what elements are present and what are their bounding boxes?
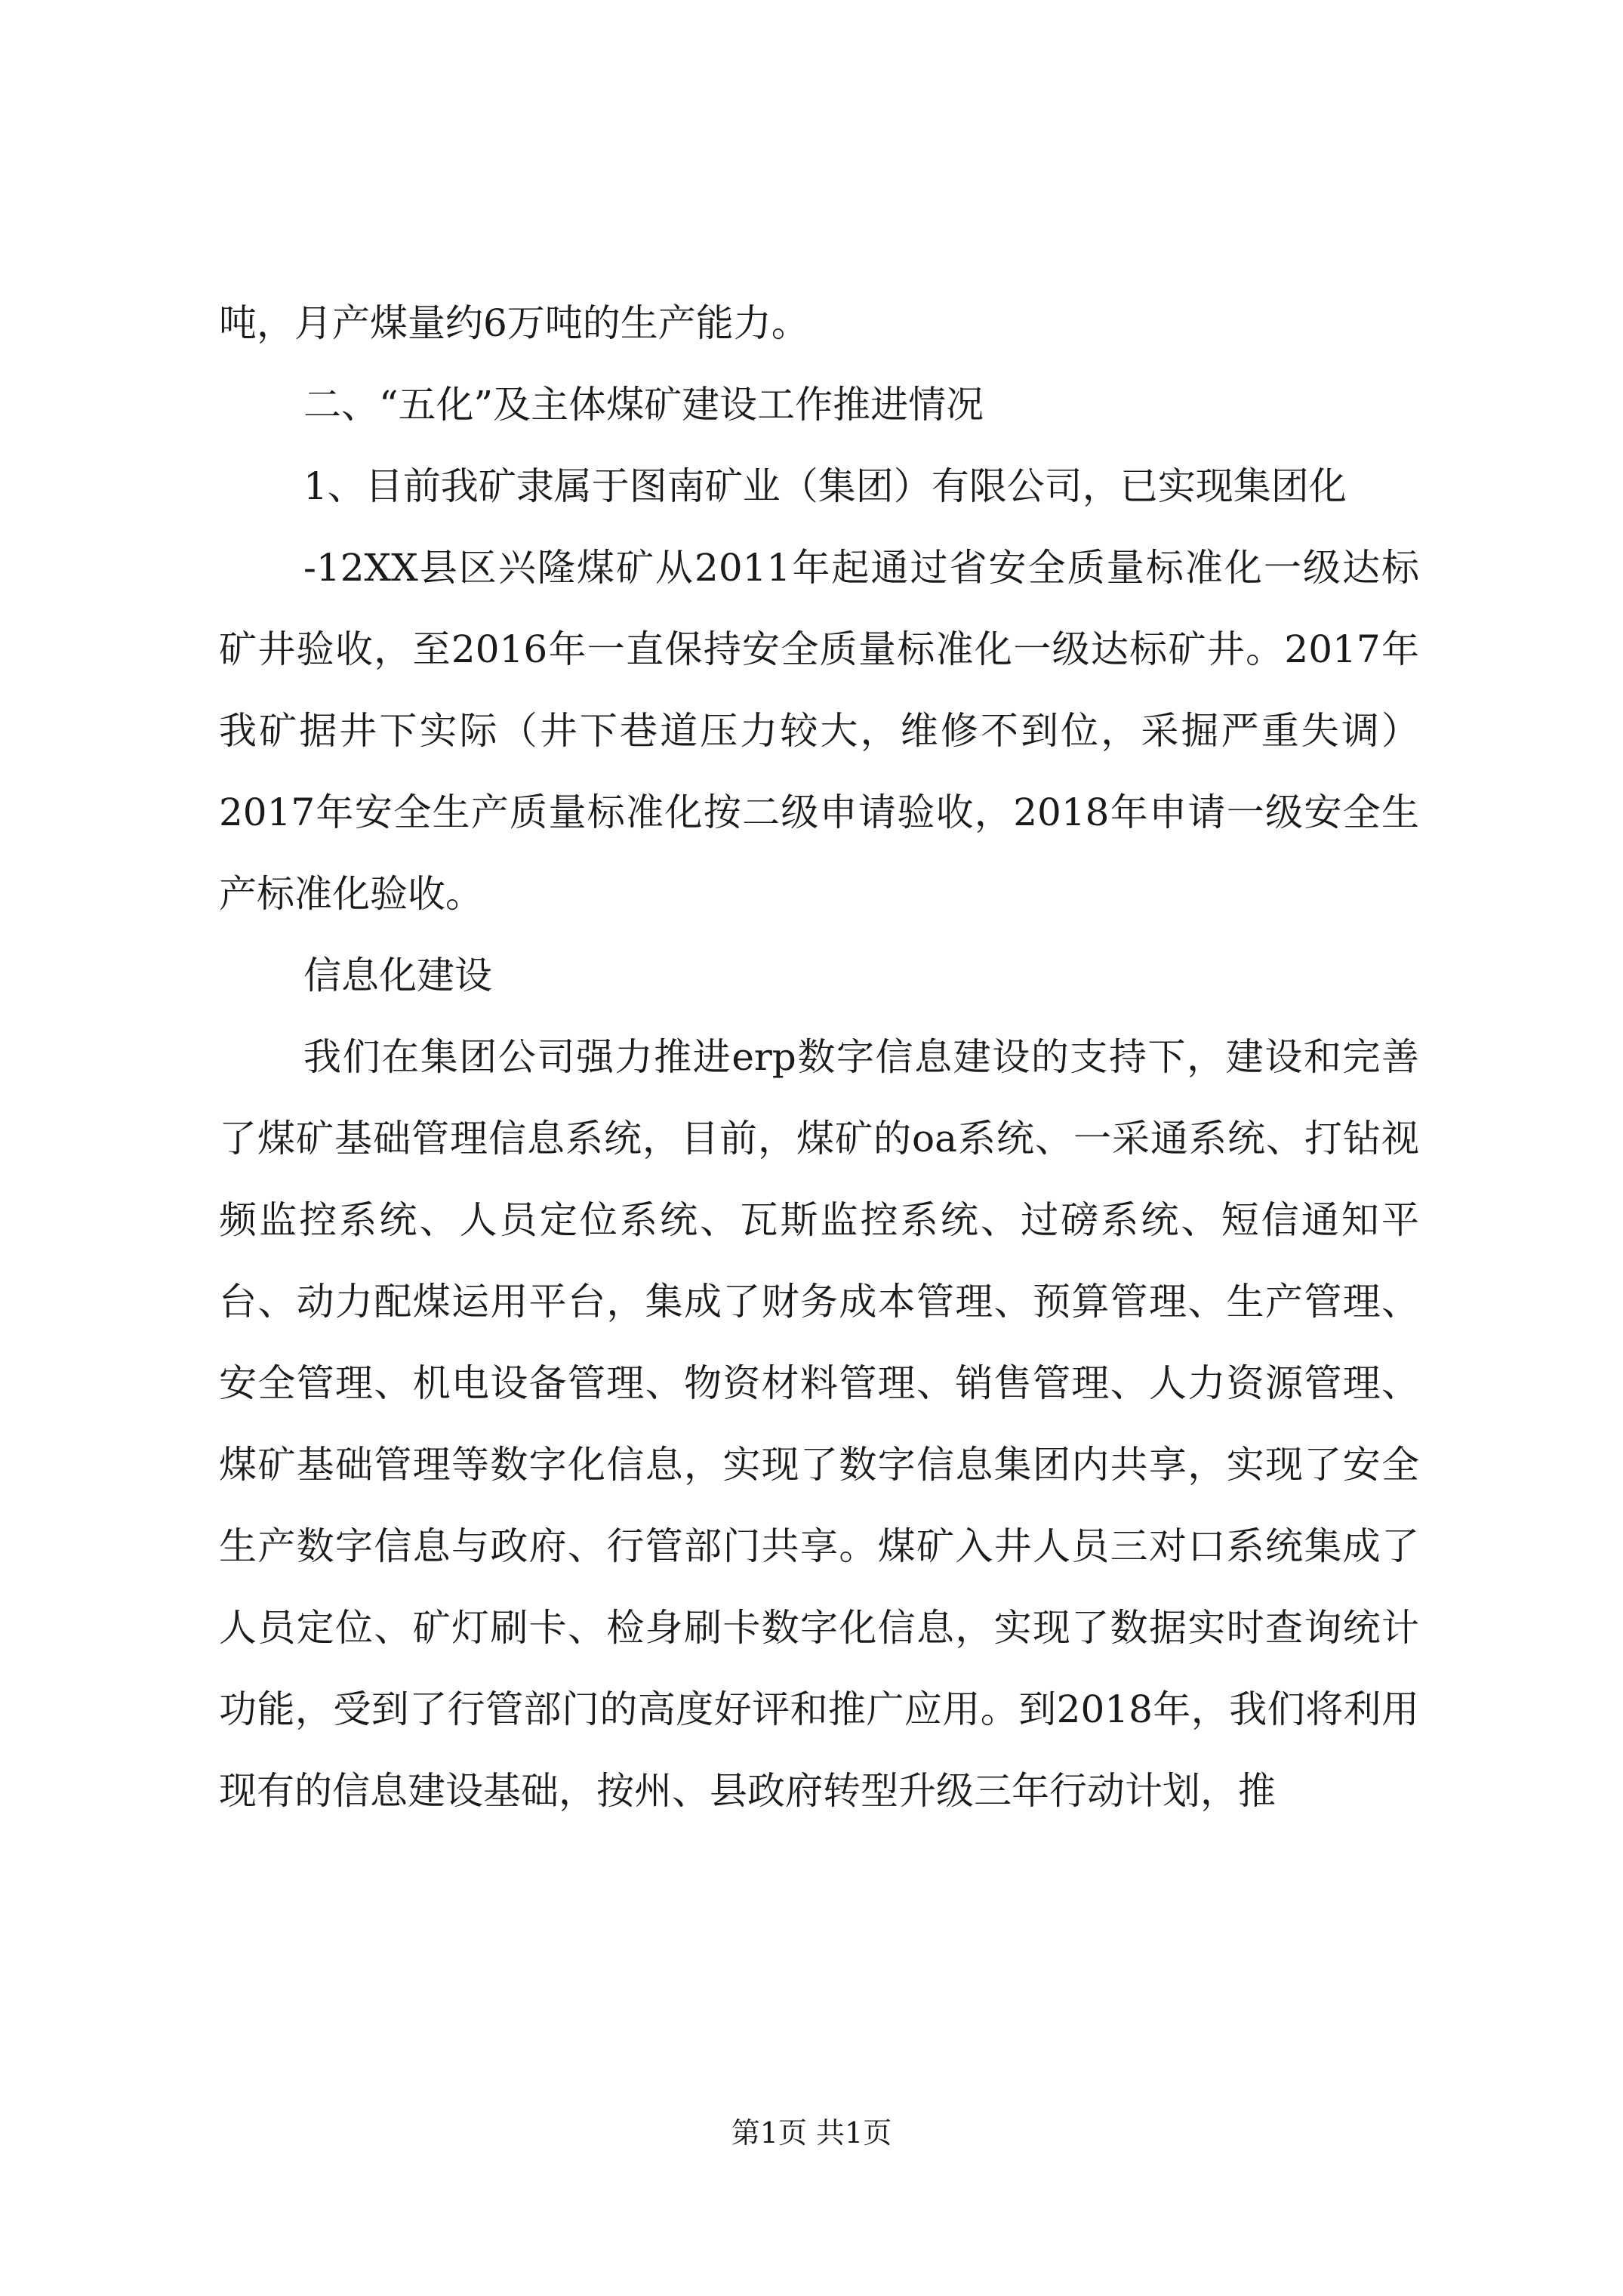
document-body bbox=[219, 282, 1419, 1832]
page-footer: 第1页 共1页 bbox=[731, 2116, 892, 2150]
paragraph-standardization: -12XX县区兴隆煤矿从2011年起通过省安全质量标准化一级达标矿井验收，至2016年一直保持安全质量标准化一级达标矿井。2017年我矿据井下实际（井下巷道压力较大，维修不到位，采掘严重失调）2017年安全生产质量标准化按二级申请验收，2018年申请一级安全生产标准化验收。 bbox=[219, 546, 1419, 916]
paragraph-informatization: 我们在集团公司强力推进erp数字信息建设的支持下，建设和完善了煤矿基础管理信息系统，目前，煤矿的oa系统、一采通系统、打钻视频监控系统、人员定位系统、瓦斯监控系统、过磅系统、短信通知平台、动力配煤运用平台，集成了财务成本管理、预算管理、生产管理、安全管理、机电设备管理、物资材料管理、销售管理、人力资源管理、煤矿基础管理等数字化信息，实现了数字信息集团内共享，实现了安全生产数字信息与政府、行管部门共享。煤矿入井人员三对口系统集成了人员定位、矿灯刷卡、检身刷卡数字化信息，实现了数据实时查询统计功能，受到了行管部门的高度好评和推广应用。到2018年，我们将利用现有的信息建设基础，按州、县政府转型升级三年行动计划，推 bbox=[219, 1035, 1419, 1813]
subheading-informatization: 信息化建设 bbox=[303, 954, 492, 997]
paragraph-group-status: 1、目前我矿隶属于图南矿业（集团）有限公司，已实现集团化 bbox=[303, 464, 1347, 508]
section-heading: 二、“五化”及主体煤矿建设工作推进情况 bbox=[303, 383, 984, 427]
paragraph-continuation: 吨，月产煤量约6万吨的生产能力。 bbox=[219, 301, 809, 345]
